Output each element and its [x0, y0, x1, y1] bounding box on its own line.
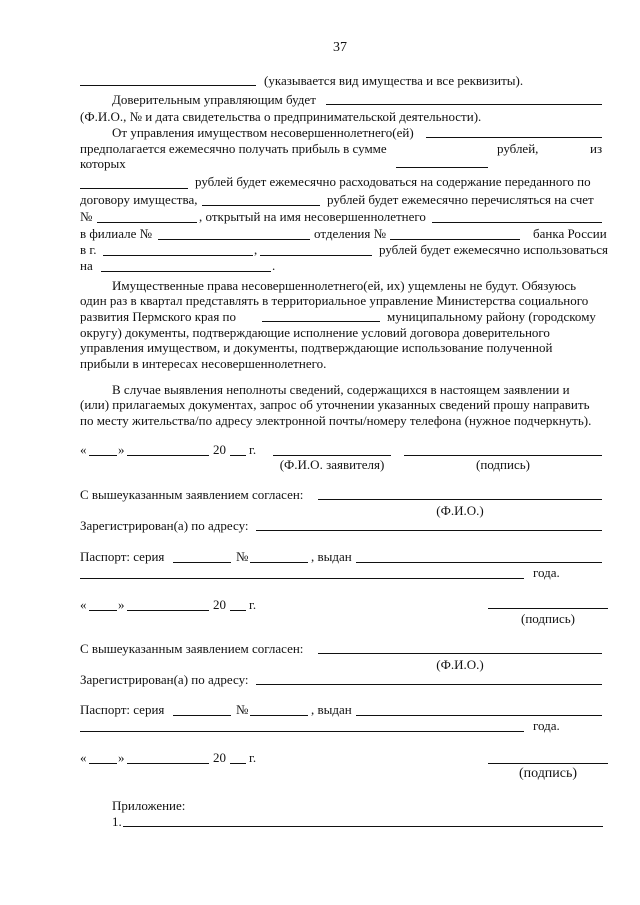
clarify-line-1: В случае выявления неполноты сведений, содержащихся в настоящем заявлении и	[112, 382, 570, 397]
consent-1-date-month-field[interactable]	[127, 610, 209, 611]
consent-1-passport-no-label: №	[236, 549, 249, 564]
department-number-field[interactable]	[390, 239, 520, 240]
consent-1-passport-series-field[interactable]	[173, 562, 231, 563]
consent-2-date-day-field[interactable]	[89, 763, 117, 764]
consent-1-label: С вышеуказанным заявлением согласен:	[80, 487, 304, 502]
used-label: рублей будет ежемесячно использоваться	[379, 242, 608, 257]
consent-2-date-year-suffix: г.	[249, 750, 257, 765]
consent-2-signature-caption: (подпись)	[518, 766, 578, 781]
trustee-field[interactable]	[326, 104, 602, 105]
consent-1-date-close-quote: »	[118, 597, 125, 612]
branch-label: в филиале №	[80, 226, 153, 241]
consent-1-date-year-prefix: 20	[213, 597, 226, 612]
consent-2-address-field[interactable]	[256, 684, 602, 685]
district-field[interactable]	[262, 321, 380, 322]
rights-line-4: округу) документы, подтверждающие исполнение условий договора доверительного	[80, 325, 550, 340]
applicant-fio-field[interactable]	[273, 455, 391, 456]
consent-1-date-open-quote: «	[80, 597, 87, 612]
kotoryh-label: которых	[80, 156, 126, 171]
attachment-label: Приложение:	[112, 798, 186, 813]
income-amount-field[interactable]	[396, 167, 488, 168]
trustee-details: (Ф.И.О., № и дата свидетельства о предпринимательской деятельности).	[80, 109, 482, 124]
purpose-field[interactable]	[101, 271, 271, 272]
consent-2-passport-number-field[interactable]	[250, 715, 308, 716]
consent-2-date-year-field[interactable]	[230, 763, 246, 764]
attachment-item-field[interactable]	[123, 826, 603, 827]
consent-2-issued-field[interactable]	[356, 715, 602, 716]
consent-2-fio-caption: (Ф.И.О.)	[436, 657, 484, 672]
consent-2-year-label: года.	[533, 718, 560, 733]
purpose-period: .	[272, 258, 276, 273]
property-field[interactable]	[80, 85, 256, 86]
consent-2-passport-no-label: №	[236, 702, 249, 717]
bank-label: банка России	[533, 226, 607, 241]
applicant-fio-caption: (Ф.И.О. заявителя)	[279, 457, 385, 472]
consent-1-address-field[interactable]	[256, 530, 602, 531]
consent-2-issued-label: , выдан	[311, 702, 352, 717]
consent-1-issued-field[interactable]	[356, 562, 602, 563]
date-month-field[interactable]	[127, 455, 209, 456]
expenses-amount-field[interactable]	[80, 188, 188, 189]
transfer-label: рублей будет ежемесячно перечисляться на счет	[327, 192, 594, 207]
consent-2-date-year-prefix: 20	[213, 750, 226, 765]
clarify-line-3: по месту жительства/по адресу электронной почты/номеру телефона (нужное подчеркнуть).	[80, 413, 592, 428]
account-holder-field[interactable]	[432, 222, 602, 223]
rights-line-2: один раз в квартал представлять в территориальное управление Министерства социального	[80, 293, 589, 308]
account-number-field[interactable]	[97, 222, 197, 223]
date-close-quote: »	[118, 442, 125, 457]
branch-number-field[interactable]	[158, 239, 310, 240]
consent-1-issued-label: , выдан	[311, 549, 352, 564]
consent-2-label: С вышеуказанным заявлением согласен:	[80, 641, 304, 656]
date-year-prefix: 20	[213, 442, 226, 457]
rights-line-6: прибыли в интересах несовершеннолетнего.	[80, 356, 327, 371]
consent-2-fio-field[interactable]	[318, 653, 602, 654]
consent-1-signature-field[interactable]	[488, 608, 608, 609]
consent-1-passport-label: Паспорт: серия	[80, 549, 165, 564]
consent-1-signature-caption: (подпись)	[521, 611, 575, 626]
consent-2-signature-field[interactable]	[488, 763, 608, 764]
rights-line-3b: муниципальному району (городскому	[387, 309, 596, 324]
consent-2-date-month-field[interactable]	[127, 763, 209, 764]
date-day-field[interactable]	[89, 455, 117, 456]
consent-1-date-day-field[interactable]	[89, 610, 117, 611]
applicant-signature-caption: (подпись)	[476, 457, 530, 472]
consent-2-issued-field-2[interactable]	[80, 731, 524, 732]
minor-name-field[interactable]	[426, 137, 602, 138]
attachment-item-number: 1.	[112, 814, 122, 829]
income-expected: предполагается ежемесячно получать прибыль в сумме	[80, 141, 387, 156]
rubles-label: рублей,	[497, 141, 539, 156]
consent-1-date-year-field[interactable]	[230, 610, 246, 611]
consent-2-date-close-quote: »	[118, 750, 125, 765]
date-year-suffix: г.	[249, 442, 257, 457]
consent-2-passport-series-field[interactable]	[173, 715, 231, 716]
consent-1-passport-number-field[interactable]	[250, 562, 308, 563]
city-field[interactable]	[103, 255, 253, 256]
consent-1-date-year-suffix: г.	[249, 597, 257, 612]
clarify-line-2: (или) прилагаемых документах, запрос об уточнении указанных сведений прошу направить	[80, 397, 590, 412]
income-intro: От управления имуществом несовершеннолетнего(ей)	[112, 125, 414, 140]
trustee-label: Доверительным управляющим будет	[112, 92, 316, 107]
consent-2-registered-label: Зарегистрирован(а) по адресу:	[80, 672, 249, 687]
consent-1-fio-field[interactable]	[318, 499, 602, 500]
consent-2-date-open-quote: «	[80, 750, 87, 765]
consent-1-year-label: года.	[533, 565, 560, 580]
city-comma: ,	[254, 242, 258, 257]
consent-2-passport-label: Паспорт: серия	[80, 702, 165, 717]
property-note: (указывается вид имущества и все реквизиты).	[264, 73, 524, 88]
department-label: отделения №	[314, 226, 387, 241]
consent-1-issued-field-2[interactable]	[80, 578, 524, 579]
opened-label: , открытый на имя несовершеннолетнего	[199, 209, 426, 224]
transfer-amount-field[interactable]	[202, 205, 320, 206]
consent-1-fio-caption: (Ф.И.О.)	[436, 503, 484, 518]
expenses-line: рублей будет ежемесячно расходоваться на содержание переданного по	[195, 174, 591, 189]
date-year-field[interactable]	[230, 455, 246, 456]
contract-label: договору имущества,	[80, 192, 198, 207]
iz-label: из	[590, 141, 603, 156]
date-open-quote: «	[80, 442, 87, 457]
page-number: 37	[333, 40, 347, 55]
city-label: в г.	[80, 242, 97, 257]
rights-line-3a: развития Пермского края по	[80, 309, 237, 324]
rights-line-1: Имущественные права несовершеннолетнего(ей, их) ущемлены не будут. Обязуюсь	[112, 278, 577, 293]
rights-line-5: управления имуществом, и документы, подтверждающие использование полученной	[80, 340, 553, 355]
account-no-sign: №	[80, 209, 93, 224]
consent-1-registered-label: Зарегистрирован(а) по адресу:	[80, 518, 249, 533]
na-label: на	[80, 258, 93, 273]
used-amount-field[interactable]	[260, 255, 372, 256]
applicant-signature-field[interactable]	[404, 455, 602, 456]
